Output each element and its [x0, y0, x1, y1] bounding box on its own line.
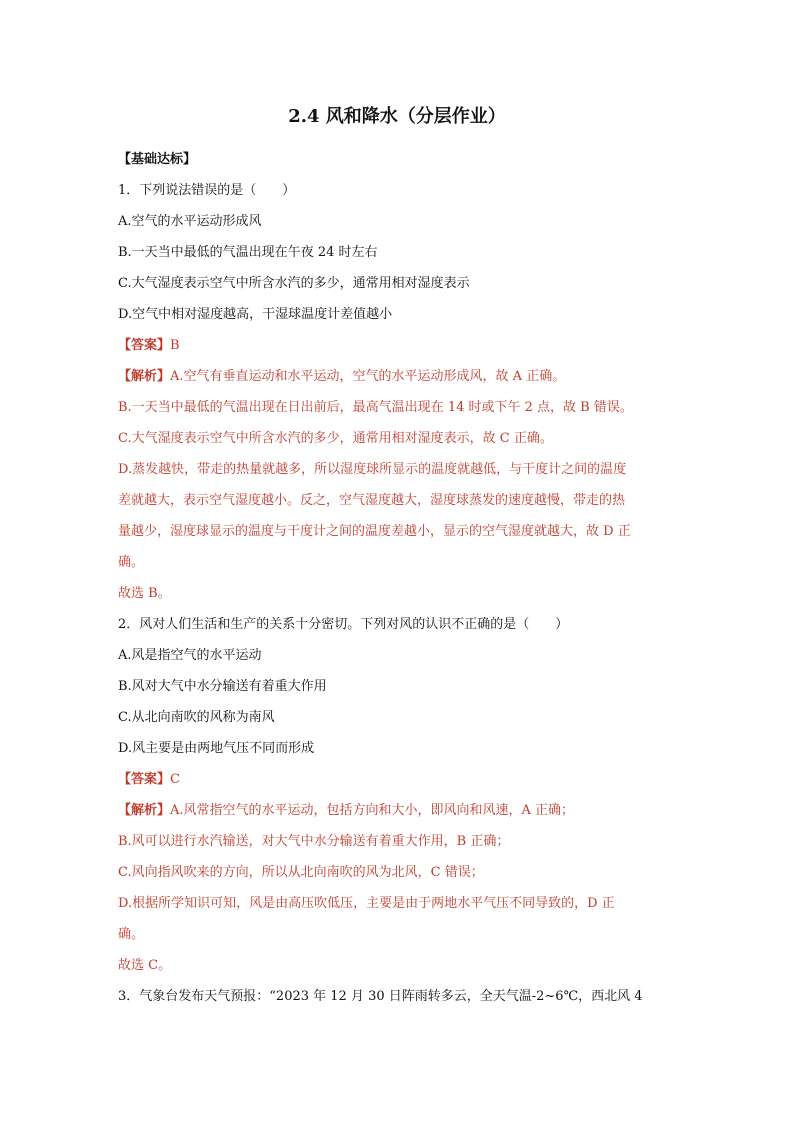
- option-b: B.风对大气中水分输送有着重大作用: [118, 679, 327, 694]
- option-b: B.一天当中最低的气温出现在午夜 24 时左右: [118, 245, 378, 260]
- option-d: D.空气中相对湿度越高，干湿球温度计差值越小: [118, 307, 393, 322]
- question-stem: 1．下列说法错误的是（ ）: [118, 183, 296, 198]
- option-c: C.大气湿度表示空气中所含水汽的多少，通常用相对湿度表示: [118, 276, 470, 291]
- answer-value: B: [170, 338, 180, 353]
- question-2: [118, 609, 678, 981]
- option-c: C.从北向南吹的风称为南风: [118, 710, 275, 725]
- analysis-label: 【解析】: [118, 369, 171, 384]
- page-title: 2.4 风和降水（分层作业）: [288, 106, 506, 127]
- analysis-line: 确。: [118, 555, 145, 570]
- analysis-text: A.空气有垂直运动和水平运动，空气的水平运动形成风，故 A 正确。: [170, 369, 566, 384]
- analysis-line: [118, 795, 678, 826]
- question-1: [118, 175, 678, 609]
- answer-label: 【答案】: [118, 338, 171, 353]
- answer-line: [118, 764, 678, 795]
- option-d: D.风主要是由两地气压不同而形成: [118, 741, 315, 756]
- question-3: [118, 981, 678, 1012]
- analysis-line: D.蒸发越快，带走的热量就越多，所以湿度球所显示的温度就越低，与干度计之间的温度: [118, 462, 627, 477]
- analysis-line: 量越少，湿度球显示的温度与干度计之间的温度差越小，显示的空气湿度就越大，故 D 正: [118, 524, 631, 539]
- document-body: [118, 144, 678, 1012]
- conclusion-line: 故选 B。: [118, 586, 171, 601]
- analysis-line: 确。: [118, 927, 145, 942]
- answer-line: [118, 330, 678, 361]
- option-a: A.空气的水平运动形成风: [118, 214, 262, 229]
- analysis-line: B.风可以进行水汽输送，对大气中水分输送有着重大作用，B 正确；: [118, 834, 510, 849]
- analysis-line: C.大气湿度表示空气中所含水汽的多少，通常用相对湿度表示，故 C 正确。: [118, 431, 553, 446]
- analysis-line: D.根据所学知识可知，风是由高压吹低压，主要是由于两地水平气压不同导致的，D 正: [118, 896, 615, 911]
- question-stem: 3．气象台发布天气预报：“2023 年 12 月 30 日阵雨转多云，全天气温-2~6℃，西北风 4: [118, 989, 643, 1004]
- analysis-line: 差就越大，表示空气湿度越小。反之，空气湿度越大，湿度球蒸发的速度越慢，带走的热: [118, 493, 626, 508]
- answer-label: 【答案】: [118, 772, 171, 787]
- answer-value: C: [170, 772, 180, 787]
- analysis-line: B.一天当中最低的气温出现在日出前后，最高气温出现在 14 时或下午 2 点，故 B 错误。: [118, 400, 633, 415]
- option-a: A.风是指空气的水平运动: [118, 648, 262, 663]
- question-stem: 2．风对人们生活和生产的关系十分密切。下列对风的认识不正确的是（ ）: [118, 617, 569, 632]
- conclusion-line: 故选 C。: [118, 958, 172, 973]
- analysis-text: A.风常指空气的水平运动，包括方向和大小，即风向和风速，A 正确；: [170, 803, 575, 818]
- analysis-line: C.风向指风吹来的方向，所以从北向南吹的风为北风，C 错误；: [118, 865, 484, 880]
- section-heading: 【基础达标】: [118, 152, 197, 167]
- analysis-line: [118, 361, 678, 392]
- analysis-label: 【解析】: [118, 803, 171, 818]
